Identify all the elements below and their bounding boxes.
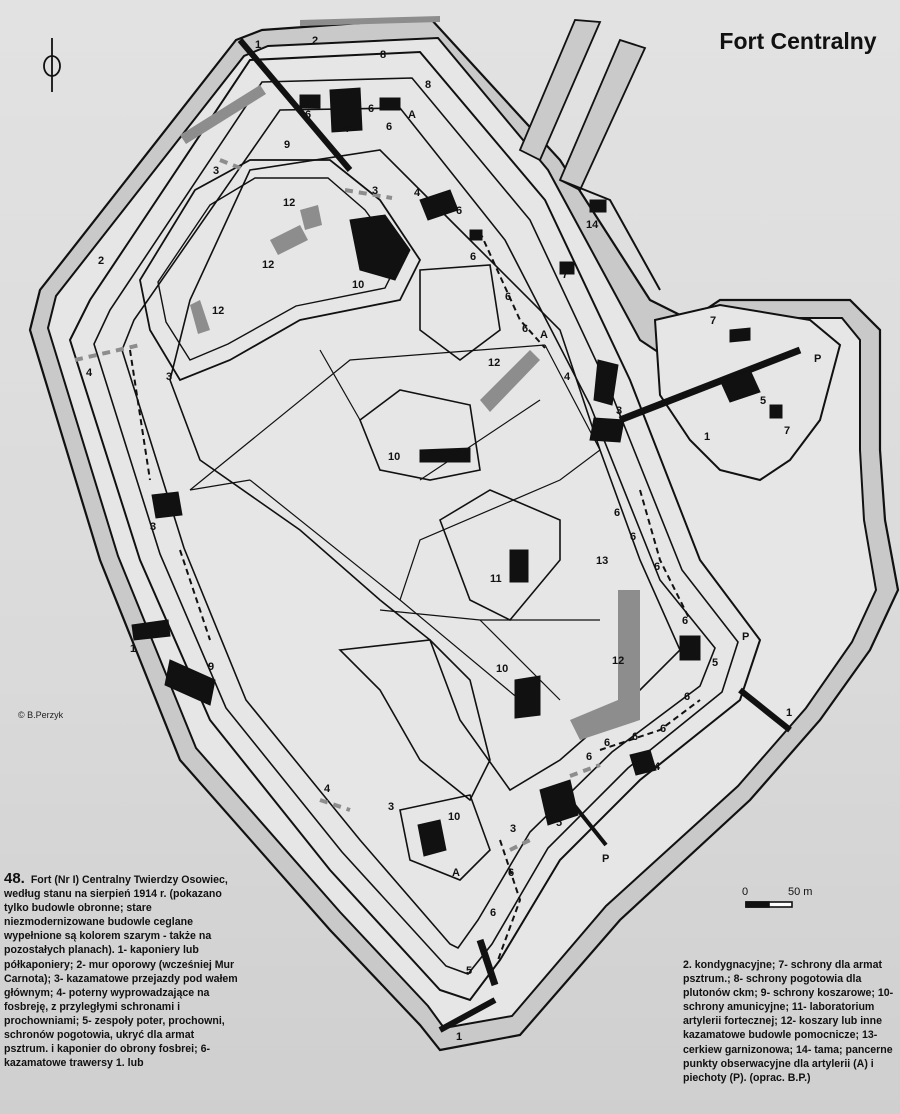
label-3-low: 3 — [388, 801, 395, 813]
label-12-b: 12 — [262, 259, 275, 271]
label-6-h: 6 — [614, 507, 621, 519]
label-1-bottom: 1 — [456, 1031, 463, 1043]
label-6-r: 6 — [490, 907, 497, 919]
label-12-e: 12 — [612, 655, 625, 667]
label-3-left-c: 3 — [150, 521, 157, 533]
label-10-low: 10 — [496, 663, 509, 675]
map-credit: © B.Perzyk — [18, 710, 64, 720]
caption-text: Fort (Nr I) Centralny Twierdzy Osowiec, według stanu na sierpień 1914 r. (pokazano tylko budowle obronne; stare niezmodernizowane budowle ceglane wypełnione są kolorem szarym - także na pozostałych planach). — [4, 874, 228, 957]
label-1-right: 1 — [704, 431, 711, 443]
label-4-b: 4 — [414, 187, 421, 199]
label-12-a: 12 — [283, 197, 296, 209]
label-6-f: 6 — [505, 291, 512, 303]
label-12-c: 12 — [212, 305, 225, 317]
label-11: 11 — [490, 573, 502, 585]
label-7-b: 7 — [710, 315, 717, 327]
label-1-left: 1 — [130, 643, 137, 655]
label-4-d: 4 — [654, 761, 661, 773]
north-arrow-icon — [44, 38, 60, 92]
scale-end-label: 50 m — [788, 886, 813, 898]
label-3-left-b: 3 — [166, 371, 173, 383]
label-2-top: 2 — [312, 35, 319, 47]
label-A-bottom: A — [452, 867, 460, 879]
label-2-left: 2 — [98, 255, 105, 267]
label-6-b: 6 — [368, 103, 375, 115]
label-7-a: 7 — [562, 269, 569, 281]
label-9-left: 9 — [208, 661, 215, 673]
label-4-top: 4 — [343, 123, 350, 135]
label-1-low-right: 1 — [786, 707, 793, 719]
label-6-g: 6 — [522, 323, 529, 335]
label-6-m: 6 — [660, 723, 667, 735]
label-A-mid: A — [540, 329, 548, 341]
caption-legend-left: 1- kaponiery lub półkaponiery; 2- mur oporowy (wcześniej Mur Carnota); 3- kazamatowe przejazdy pod wałem głównym; 4- poterny wyprowadzające na fosbreję, z przyległymi schronami i prochowniami; 5- zespoły poter, prochowni, schronów pogotowia, ukryć dla armat psztrum. i kaponier do obrony fosbrei; 6- kazamatowe trawersy 1. lub — [4, 944, 238, 1070]
label-3-left: 3 — [213, 165, 220, 177]
label-6-e: 6 — [470, 251, 477, 263]
label-5-right: 5 — [760, 395, 767, 407]
scale-bar — [746, 902, 792, 907]
label-6-k: 6 — [682, 615, 689, 627]
label-6-j: 6 — [654, 561, 661, 573]
label-13: 13 — [596, 555, 609, 567]
legend-continuation: 2. kondygnacyjne; 7- schrony dla armat psztrum.; 8- schrony pogotowia dla plutonów ckm; 9- schrony koszarowe; 10- schrony amunicyjne; 11- laboratorium artylerii fortecznej; 12- koszary lub inne kazamatowe budowle pomocnicze; 13- cerkiew garnizonowa; 14- tama; pancerne punkty obserwacyjne dla artylerii (A) i piechoty (P). (oprac. B.P.) — [683, 959, 894, 1084]
label-P-right: P — [814, 353, 822, 365]
label-6-p: 6 — [586, 751, 593, 763]
label-3-bottom: 3 — [510, 823, 517, 835]
label-12-d: 12 — [488, 357, 501, 369]
label-P-low: P — [742, 631, 750, 643]
label-4-c: 4 — [564, 371, 571, 383]
label-6-l: 6 — [684, 691, 691, 703]
label-10-mid: 10 — [388, 451, 401, 463]
map-title: Fort Centralny — [719, 28, 877, 54]
label-8-top: 8 — [380, 49, 387, 61]
label-6-i: 6 — [630, 531, 637, 543]
figure-caption — [4, 872, 240, 1070]
label-3-mid: 3 — [372, 185, 379, 197]
label-4-left: 4 — [86, 367, 93, 379]
label-6-a: 6 — [305, 109, 312, 121]
label-10-top: 10 — [352, 279, 365, 291]
label-6-n: 6 — [632, 731, 639, 743]
label-6-o: 6 — [604, 737, 611, 749]
figure-number: 48. — [4, 870, 25, 887]
label-5-very-bottom: 5 — [466, 965, 473, 977]
label-A-top: A — [408, 109, 416, 121]
label-P-bottom: P — [602, 853, 610, 865]
label-5-bottom: 5 — [556, 817, 563, 829]
label-7-c: 7 — [784, 425, 791, 437]
label-3-right: 3 — [616, 405, 623, 417]
label-6-d: 6 — [456, 205, 463, 217]
label-8-right: 8 — [425, 79, 432, 91]
label-5-low: 5 — [712, 657, 719, 669]
label-14: 14 — [586, 219, 599, 231]
scale-zero-label: 0 — [742, 886, 749, 898]
label-6-c: 6 — [386, 121, 393, 133]
label-10-bottom: 10 — [448, 811, 461, 823]
label-6-q: 6 — [508, 867, 515, 879]
label-4-low: 4 — [324, 783, 331, 795]
label-9-top: 9 — [284, 139, 291, 151]
label-1-top: 1 — [255, 39, 262, 51]
